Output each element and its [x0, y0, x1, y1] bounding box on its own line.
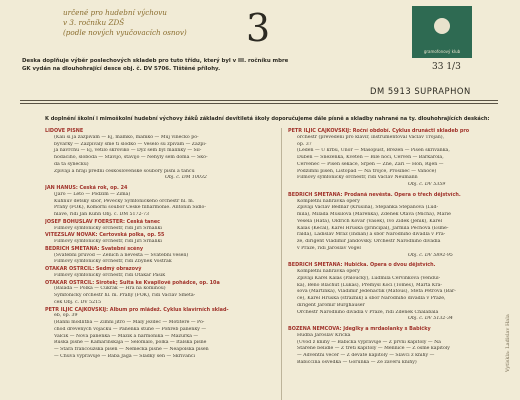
work-detail-line: sová (Martinka), Vladimír Jedenáctík (Matouš), Štefa Petrová (Bar- [297, 289, 456, 295]
order-number: Obj. č. DV 5892-95 [408, 252, 453, 258]
work-title: OTAKAR OSTRČIL: Sedmý obrazový [45, 266, 142, 272]
catalog-number: DM 5913 SUPRAPHON [370, 86, 471, 96]
work-detail-line: Valčík — Nová panenka — Mazik a harmonika — Mazurka — [54, 333, 199, 339]
order-number: Obj. č. DV 5132-34 [408, 316, 453, 322]
work-title: PETR ILJIČ ČAJKOVSKIJ: Album pro mládež. Cyklus klavírních sklad- [45, 306, 229, 313]
work-detail-line: Podzimní píseň, Listopad — Na trojce, Prosinec — Vánoce) [297, 168, 437, 174]
work-detail-line: Zpívají Václav Bednář (Krušina), Štěpánka Štěpánová (Lud- [297, 205, 439, 211]
work-detail-line: ralda), Ladislav Mráz (Indián) a sbor Národního divadla v Pra- [297, 232, 446, 238]
order-number: Obj. č. DM 10032 [165, 175, 207, 181]
gramofonovy-klub-logo [412, 6, 472, 58]
work-detail-line: op. 37 [297, 141, 312, 147]
work-detail-line: Filmový symfonický orchestr, řídí Václav Neumann [297, 175, 418, 181]
work-detail-line: Filmový symfonický orchestr, řídí Jiří Srnalikí [54, 239, 162, 244]
work-detail-line: (Ranní modlitba — Zimní jitro — Malý jezdec — Motitéře — Po- [54, 320, 205, 325]
description-line-2: GK vydán na dlouhohrající desce obj. č. DV 5706. Tištěné přílohy. [22, 66, 221, 72]
work-detail-line: Orchestr Národního divadla v Praze, řídí Zdeněk Chalabala [297, 309, 439, 315]
work-detail-line: — Adventní večer — Z deváté kapitoly — Slavčí z knihy — [297, 353, 435, 358]
work-title: LIDOVÉ PÍSNĚ [45, 128, 84, 134]
work-detail-line: Kalaš (Kecal), Karel Hruška (principál), Jarmila Pechová (Esme- [297, 225, 449, 231]
work-detail-line: (Jaro — Léto — Podzim — Zima) [54, 191, 131, 197]
work-detail-line: mila), Milada Musilová (Mařenka), Zdeněk Otava (Micha), Marie [297, 212, 451, 217]
work-detail-line: Kompletní nahrávka opery [297, 198, 360, 204]
speed-label: 33 1/3 [432, 62, 461, 72]
work-detail-line: (Leden — U krbu, Únor — Masopust, Březen — Píseň skřivánka, [297, 148, 450, 154]
work-detail-line: — Stará francouzská píseň — Německá písně — Neapolská píseň [54, 347, 209, 352]
work-detail-line: Kompletní nahrávka opery [297, 269, 360, 274]
work-detail-line: ček Obj. č. DV 5215 [54, 299, 102, 305]
work-detail-line: Zpívají Karel Kalaš (Paloucký), Ludmila Červinková (Vendul- [297, 275, 441, 281]
right-column [288, 128, 496, 367]
work-detail-line: Červenec — Píseň sekáče, Srpen — Žně, Září — Hon, Říjen — [297, 161, 444, 167]
work-title: BEDŘICH SMETANA: Prodaná nevěsta. Opera o třech dějstvích. [288, 191, 461, 198]
work-detail-line: Hudba Jaroslav Křička [297, 332, 351, 338]
description-line-1: Deska doplňuje výběr poslechových skladeb pro tuto třídu, který byl v III. ročníku mbre [22, 58, 289, 64]
work-detail-line: Duben — Sněženka, Květen — Bílé noci, Červen — Barkarola, [297, 155, 444, 160]
work-detail-line: Filmový symfonický orchestr, řídí Otakar Pašík [54, 272, 166, 278]
work-detail-line: Babiččina osvědka — Gorunka — Ze závěru knihy) [297, 359, 417, 365]
work-title: OTAKAR OSTRČIL: Sirotek; Suita ke Kvapilově pohádce, op. 10a [45, 279, 220, 286]
work-detail-line: Kühnův dětský sbor, Pěvecký Symfonického orchestr hl. m. [54, 198, 195, 204]
work-title: PETR ILJIČ ČAJKOVSKIJ: Roční období. Cyklus drunácti skladeb pro [288, 128, 470, 134]
intro-text: K doplnění školní i mimoškolní hudební výchovy žáků základní devítiletá školy doporučujeme dále písně a skladby nahrané na ty. dlouhohrajících deskách: [45, 116, 490, 122]
work-detail-line: Filmový symfonický orchestr, řídí Jiří Srnalikí [54, 225, 162, 231]
work-detail-line: chod dřevěných vojáčků — Panenka stůně — Pohřeb panenky — [54, 326, 207, 332]
work-detail-line: — Chůva vypravuje — Baba Jaga — Sladký sen — Skřivánčí [54, 353, 196, 359]
work-detail-line: Zpívají a hrají přední československé soubory písní a tanců [54, 168, 195, 174]
work-detail-line: ka), Beno Blachut (Lukáš), Přemysl Kočí (Tomeš), Marta Krá- [297, 282, 443, 288]
work-detail-line: (Balada — Polka — Cukrák — Hra na kominou) [54, 286, 166, 292]
work-detail-line: Staréne bělidle — Z třetí kapitoly — Mennice — Z osmé kapitoly [297, 346, 450, 352]
work-detail-line: dirigent Jaromír Burghauser [297, 302, 365, 308]
divider [20, 103, 498, 104]
work-detail-line: ja navrchu — Ej, vetilo skroviko — Dyž sem byl malinký — Sil- [54, 148, 202, 154]
logo-text: gramofonový klub [423, 49, 461, 54]
work-detail-line: Ruská písně — Kamarinskaja — Selomalo, polka — Italská písně [54, 340, 207, 346]
work-detail-line: Symfonický orchestr hl. m. Prahy (FOK), řídí Václav Smetá- [54, 293, 196, 298]
work-detail-line: ce), Karel Hruška (strážník) a sbor Národního divadla v Praze, [297, 296, 446, 301]
work-title: VÍTĚZSLAV NOVÁK: Čertovská polka, op. 55 [45, 232, 165, 239]
work-detail-line: Prahy (FOK), Komorní soubor České filharmonie. Antonín Šidlo- [54, 205, 206, 211]
header-line-3: (podle nových vyučovacích osnov) [63, 28, 187, 37]
work-title: BOŽENA NĚMCOVÁ: Jdeglky a mrdaolanky s Babičky [288, 326, 431, 332]
logo-mark-icon [434, 18, 450, 34]
work-title: BEDŘICH SMETANA: Hubička. Opera o dvou dějstvích. [288, 262, 436, 269]
divider [20, 100, 498, 101]
work-detail-line: hodáciho, sloboda — Stavijo, stavijo — Nehyly sem doma — Ško- [54, 155, 208, 160]
grade-number: 3 [246, 6, 271, 50]
work-title: JAN HANUŠ: Česká rok, op. 24 [45, 185, 128, 191]
work-detail-line: (Svatební průvod — Ženich a nevěsta — Svatební veselí) [54, 252, 189, 258]
work-detail-line: (Úvod z knihy — Babička vyprávuje — Z první kapitoly — Na [297, 339, 441, 345]
work-detail-line: Veselá (Háta), Oldřich Kovář (Vašek), Ivo Žídek (Jeník), Karel [297, 218, 443, 224]
work-detail-line: eb, op. 39 [54, 313, 78, 319]
work-detail-line: Filmový symfonický orchestr, řídí Zbyněk Vostřák [54, 259, 172, 265]
work-detail-line: hlavé, řídí Jan Kühn Obj. č. DM 5172-73 [54, 212, 149, 217]
header-line-1: určené pro hudební výchovu [63, 8, 167, 17]
work-title: BEDŘICH SMETANA: Svatební scény [45, 245, 144, 252]
order-number: Obj. č. DV 5359 [408, 182, 446, 187]
left-column [45, 128, 253, 361]
work-detail-line: bývarky — Zazpívaly sme ti slodko — Veselo sú zpívám — Zazpí- [54, 141, 207, 147]
work-detail-line: da ťa synečku) [54, 161, 89, 167]
work-detail-line: ze, dirigent Vladimír Jandovský. Orchestr Národního divadla [297, 239, 441, 244]
header-line-2: v 3. ročníku ZDŠ [63, 18, 125, 27]
work-detail-line: v Praze, řídí Jaroslav Vogel [297, 245, 361, 251]
work-detail-line: (Kalí si já zazpívám — Ej, mamko, mamko — Můj vínečko po- [54, 134, 199, 140]
printer-credit: Vytiskla: Ladislav Hala [505, 314, 511, 372]
work-detail-line: orchestr (převedení pro klavír, instrumentoval Václav Trojan), [297, 134, 445, 140]
column-divider [281, 128, 282, 400]
work-title: JOSEF BOHUSLAV FOERSTER: Česká tanec [45, 218, 161, 225]
